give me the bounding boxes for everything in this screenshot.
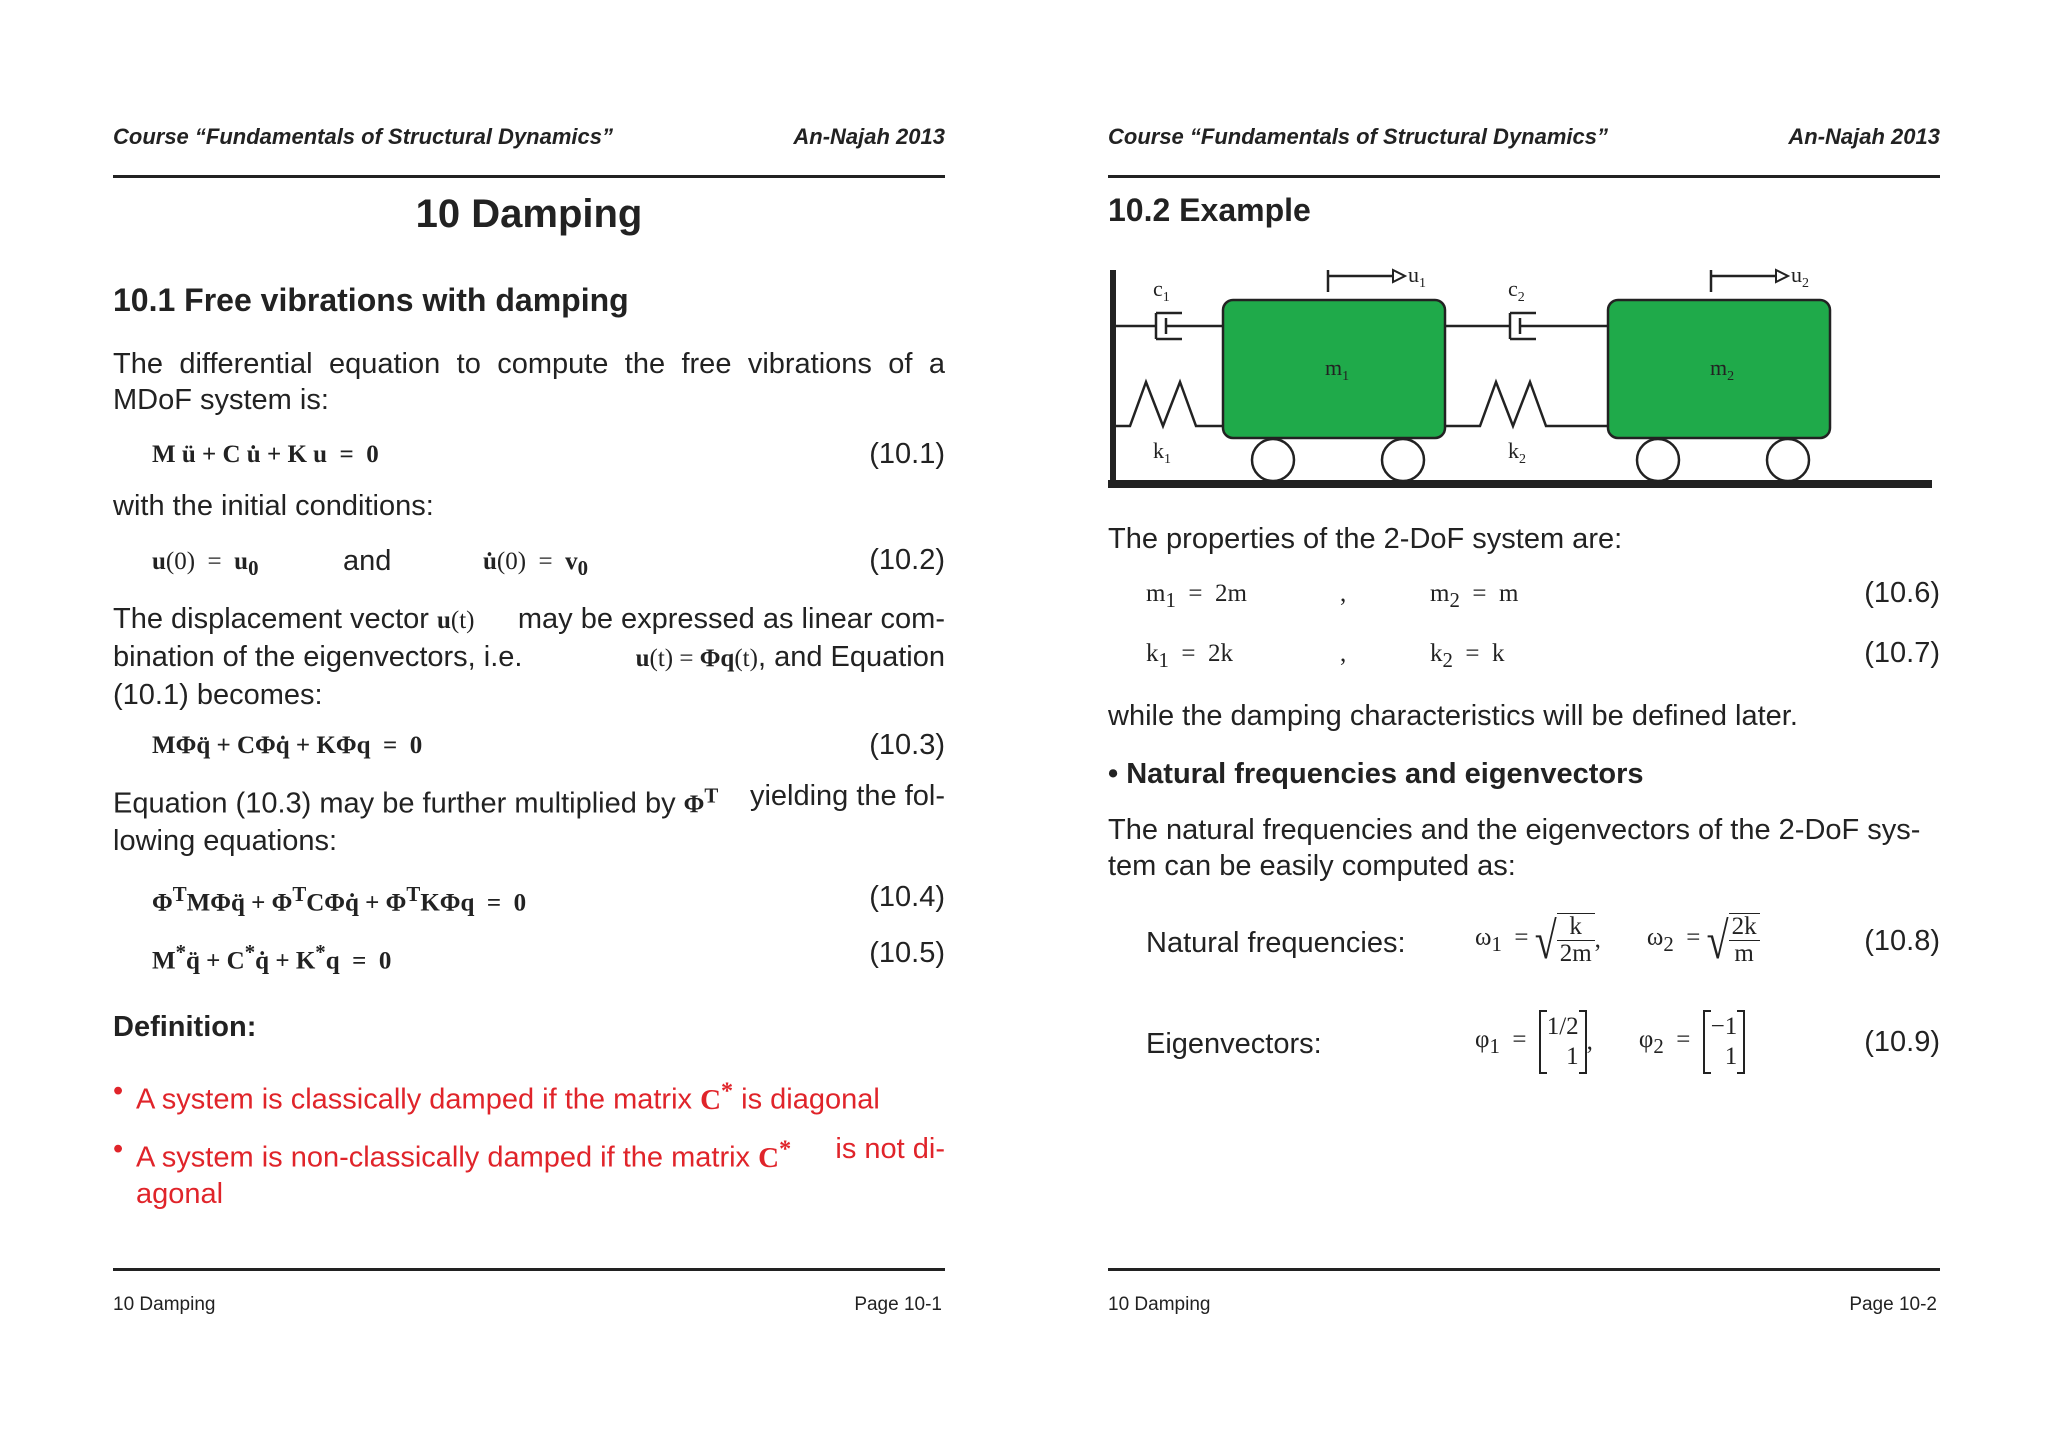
label-c1: $c_1$ (1153, 276, 1170, 305)
wheel (1252, 439, 1294, 481)
u2-arrowhead (1776, 270, 1788, 282)
page-left (113, 0, 945, 1448)
footer-rule (1108, 1268, 1940, 1271)
eq-number: (10.6) (1864, 577, 1940, 609)
equation-comma: , (1340, 640, 1347, 667)
u1-arrow-line (1328, 270, 1393, 292)
spring-k1 (1113, 382, 1223, 426)
section-title: 10.2 Example (1108, 192, 1311, 228)
course-title: Course “Fundamentals of Structural Dynamics” (113, 124, 613, 149)
u2-arrow-line (1711, 270, 1776, 292)
label-k2: $k_2$ (1508, 438, 1526, 467)
header-rule (1108, 175, 1940, 178)
label-u2: $u_2$ (1791, 262, 1809, 291)
chapter-title: 10 Damping (415, 192, 643, 236)
page-number: Page 10-1 (854, 1294, 942, 1315)
equation-10-2b: u̇(0) = $v_0$ (483, 548, 589, 580)
equation-10-7b: $k_2 = k$ (1430, 640, 1505, 672)
equation-10-5: M*q̈ + C*q̇ + K*q = 0 (152, 940, 392, 975)
paragraph-compute: The natural frequencies and the eigenvectors of the 2-DoF sys- tem can be easily computed as: (1108, 814, 1921, 882)
spring-k2 (1445, 382, 1608, 426)
paragraph-intro: The differential equation to compute the free vibrations of a MDoF system is: (113, 348, 945, 416)
eigvec-label: Eigenvectors: (1146, 1028, 1322, 1060)
eq-number: (10.5) (869, 937, 945, 969)
equation-10-8: $\omega_1$ = √ $\frac{k}{2m}$ , $\omega_2$ = √ $\frac{2k}{m}$ (1475, 913, 1760, 967)
wheel (1382, 439, 1424, 481)
label-c2: $c_2$ (1508, 276, 1525, 305)
header-rule (113, 175, 945, 178)
paragraph-properties: The properties of the 2-DoF system are: (1108, 523, 1623, 555)
page-number: Page 10-2 (1849, 1294, 1937, 1315)
page-right (1108, 0, 1940, 1448)
section-title: 10.1 Free vibrations with damping (113, 282, 629, 318)
and-word: and (343, 545, 392, 577)
equation-10-1: M ü + C u̇ + K u = 0 (152, 441, 379, 468)
eq-number: (10.7) (1864, 637, 1940, 669)
equation-10-2a: $u(0) = u_0$ (152, 548, 259, 580)
nat-freq-label: Natural frequencies: (1146, 927, 1406, 959)
eq-number: (10.1) (869, 438, 945, 470)
definition-bullet-nonclassical: • A system is non-classically damped if the matrix C* is not di- agonal (113, 1133, 945, 1210)
damper-c1 (1113, 313, 1223, 339)
equation-10-9: $\varphi_1$ = 1/2 1 , $\varphi_2$ = −1 1 (1475, 1010, 1745, 1074)
footer-chapter: 10 Damping (1108, 1294, 1211, 1315)
label-u1: $u_1$ (1408, 262, 1426, 291)
equation-10-4: $\Phi^TM\Phi q̈$ + $\Phi^TC\Phi q̇ + \Phi^TK\Phi q = 0$ (152, 882, 527, 917)
label-k1: $k_1$ (1153, 438, 1171, 467)
header-year: An-Najah 2013 (1788, 124, 1940, 149)
paragraph-multiply: Equation (10.3) may be further multiplied by $\Phi^T$ yielding the fol- lowing equations: (113, 780, 945, 858)
equation-10-3: MΦq̈ + CΦq̇ + KΦq = 0 (152, 732, 423, 759)
eq-number: (10.3) (869, 729, 945, 761)
bullet-heading: • Natural frequencies and eigenvectors (1108, 758, 1644, 790)
footer-rule (113, 1268, 945, 1271)
definition-bullet-classical: • A system is classically damped if the matrix C* is diagonal (113, 1075, 880, 1116)
footer-chapter: 10 Damping (113, 1294, 216, 1315)
label-m1: $m_1$ (1325, 355, 1350, 384)
paragraph-displacement: The displacement vector u(t) may be expressed as linear com- bination of the eigenvectors, i.e. u(t) = Φq(t), and Equation (10.1) becomes: (113, 603, 945, 711)
page-header (113, 124, 945, 154)
label-m2: $m_2$ (1710, 355, 1735, 384)
paragraph-damping: while the damping characteristics will be defined later. (1108, 700, 1798, 732)
eq-number: (10.4) (869, 881, 945, 913)
wheel (1767, 439, 1809, 481)
equation-10-6b: $m_2 = m$ (1430, 580, 1519, 612)
course-title: Course “Fundamentals of Structural Dynamics” (1108, 124, 1608, 149)
definition-heading: Definition: (113, 1011, 257, 1043)
page-header (1108, 124, 1940, 154)
equation-10-6a: $m_1 = 2m$ (1146, 580, 1247, 612)
paragraph-initial: with the initial conditions: (113, 490, 434, 522)
equation-comma: , (1340, 580, 1347, 607)
eq-number: (10.9) (1864, 1026, 1940, 1058)
two-dof-diagram (1108, 258, 1940, 493)
eq-number: (10.8) (1864, 925, 1940, 957)
header-year: An-Najah 2013 (793, 124, 945, 149)
wheel (1637, 439, 1679, 481)
eq-number: (10.2) (869, 544, 945, 576)
damper-c2 (1445, 313, 1608, 339)
equation-10-7a: $k_1 = 2k$ (1146, 640, 1234, 672)
u1-arrowhead (1393, 270, 1405, 282)
